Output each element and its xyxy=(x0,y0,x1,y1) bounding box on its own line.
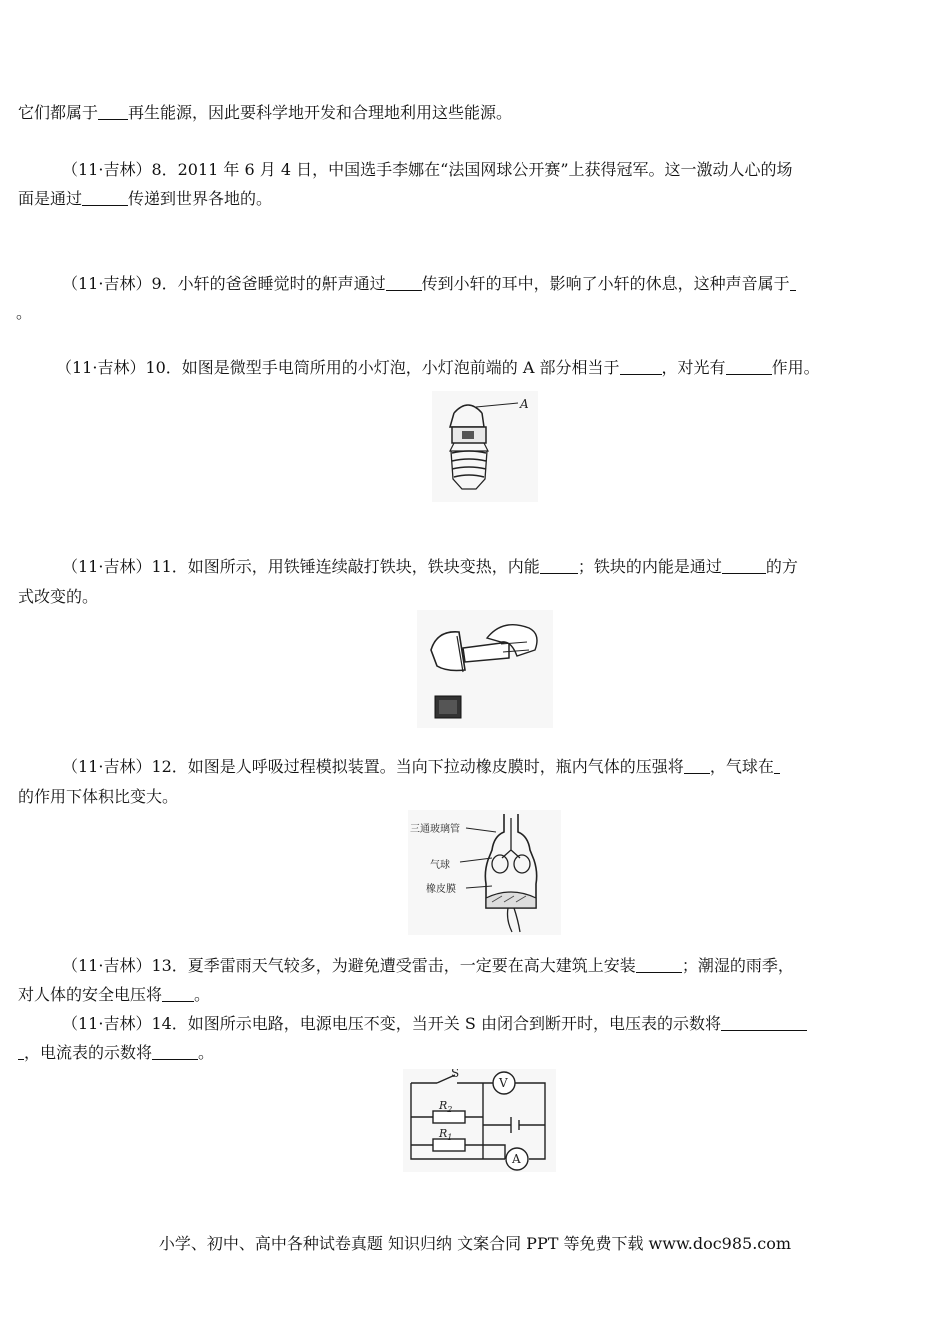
label-balloon: 气球 xyxy=(430,860,450,871)
svg-text:R1 xyxy=(438,1127,452,1142)
label-tube: 三通玻璃管 xyxy=(410,824,460,835)
q14-blank1 xyxy=(721,1014,807,1031)
q13-blank2 xyxy=(162,985,194,1002)
q7-text xyxy=(18,102,512,124)
q14-line2-a: ，电流表的示数将 xyxy=(24,1043,153,1062)
q8-line2-a: 面是通过 xyxy=(18,189,83,208)
q12-line2: 的作用下体积比变大。 xyxy=(18,787,179,806)
q10-blank2 xyxy=(726,358,772,375)
breathing-figure xyxy=(408,810,561,935)
label-membrane: 橡皮膜 xyxy=(426,884,456,895)
bulb-figure xyxy=(432,391,538,502)
q13-line2-a: 对人体的安全电压将 xyxy=(18,985,163,1004)
q14-blank2 xyxy=(152,1043,198,1060)
q9-blank1 xyxy=(386,274,422,291)
hammer-figure xyxy=(417,610,553,728)
q12-blank2 xyxy=(774,757,780,774)
q8-blank xyxy=(82,189,128,206)
hammer-drawing xyxy=(417,610,553,728)
q13-line2-b: 。 xyxy=(194,985,211,1004)
q14-line2 xyxy=(18,1042,214,1064)
switch-label: S xyxy=(451,1069,460,1080)
q11-blank2 xyxy=(722,557,766,574)
q13-line1 xyxy=(62,955,794,977)
q11-line2: 式改变的。 xyxy=(18,587,99,606)
r2-subscript: 2 xyxy=(447,1105,453,1114)
q11-line1-a: （11·吉林）11．如图所示，用铁锤连续敲打铁块，铁块变热，内能 xyxy=(62,557,540,576)
q10-b: ，对光有 xyxy=(661,358,726,377)
r2-label: R xyxy=(439,1099,448,1112)
q14-line1-a: （11·吉林）14．如图所示电路，电源电压不变，当开关 S 由闭合到断开时，电压表的示数将 xyxy=(62,1014,721,1033)
q13-line2 xyxy=(18,984,210,1006)
q13-blank1 xyxy=(636,956,682,973)
q11-line1-b: ；铁块的内能是通过 xyxy=(577,557,722,576)
q10-line xyxy=(56,357,820,379)
q7-blank xyxy=(98,103,128,120)
q13-line1-b: ；潮湿的雨季， xyxy=(681,956,794,975)
circuit-drawing xyxy=(403,1069,556,1172)
q7-text-a: 它们都属于 xyxy=(18,103,99,122)
q8-line2-b: 传递到世界各地的。 xyxy=(128,189,273,208)
q10-a: （11·吉林）10．如图是微型手电筒所用的小灯泡，小灯泡前端的 A 部分相当于 xyxy=(56,358,620,377)
q9-line1-b: 传到小轩的耳中，影响了小轩的休息，这种声音属于 xyxy=(421,274,790,293)
q12-line1 xyxy=(62,756,780,778)
q13-line1-a: （11·吉林）13．夏季雷雨天气较多，为避免遭受雷击，一定要在高大建筑上安装 xyxy=(62,956,636,975)
q10-blank1 xyxy=(620,358,662,375)
q8-line2 xyxy=(18,188,272,210)
bulb-drawing xyxy=(432,391,538,502)
footer-text: 小学、初中、高中各种试卷真题 知识归纳 文案合同 PPT 等免费下载 www.doc985.com xyxy=(158,1234,792,1253)
breathing-drawing xyxy=(408,810,561,935)
q9-line1 xyxy=(62,273,796,295)
q9-line1-a: （11·吉林）9．小轩的爸爸睡觉时的鼾声通过 xyxy=(62,274,386,293)
q7-text-b: 再生能源，因此要科学地开发和合理地利用这些能源。 xyxy=(128,103,513,122)
circuit-figure xyxy=(403,1069,556,1172)
ammeter-icon: A xyxy=(512,1152,521,1166)
r1-subscript: 1 xyxy=(447,1133,453,1142)
q14-line1 xyxy=(62,1013,807,1035)
q12-line1-b: ，气球在 xyxy=(709,757,774,776)
q12-blank1 xyxy=(684,757,710,774)
q14-line2-b: 。 xyxy=(198,1043,215,1062)
q12-line1-a: （11·吉林）12．如图是人呼吸过程模拟装置。当向下拉动橡皮膜时，瓶内气体的压强将 xyxy=(62,757,684,776)
q11-blank1 xyxy=(540,557,578,574)
q10-c: 作用。 xyxy=(771,358,820,377)
svg-text:R2 xyxy=(438,1099,452,1114)
q9-blank2 xyxy=(790,274,796,291)
r1-label: R xyxy=(439,1127,448,1140)
q8-line1: （11·吉林）8．2011 年 6 月 4 日，中国选手李娜在“法国网球公开赛”上获得冠军。这一激动人心的场 xyxy=(62,160,793,179)
q11-line1 xyxy=(62,556,798,578)
q9-line2: 。 xyxy=(16,303,33,322)
voltmeter-icon: V xyxy=(499,1076,508,1090)
q11-line1-c: 的方 xyxy=(765,557,798,576)
bulb-label-a: A xyxy=(520,397,529,411)
